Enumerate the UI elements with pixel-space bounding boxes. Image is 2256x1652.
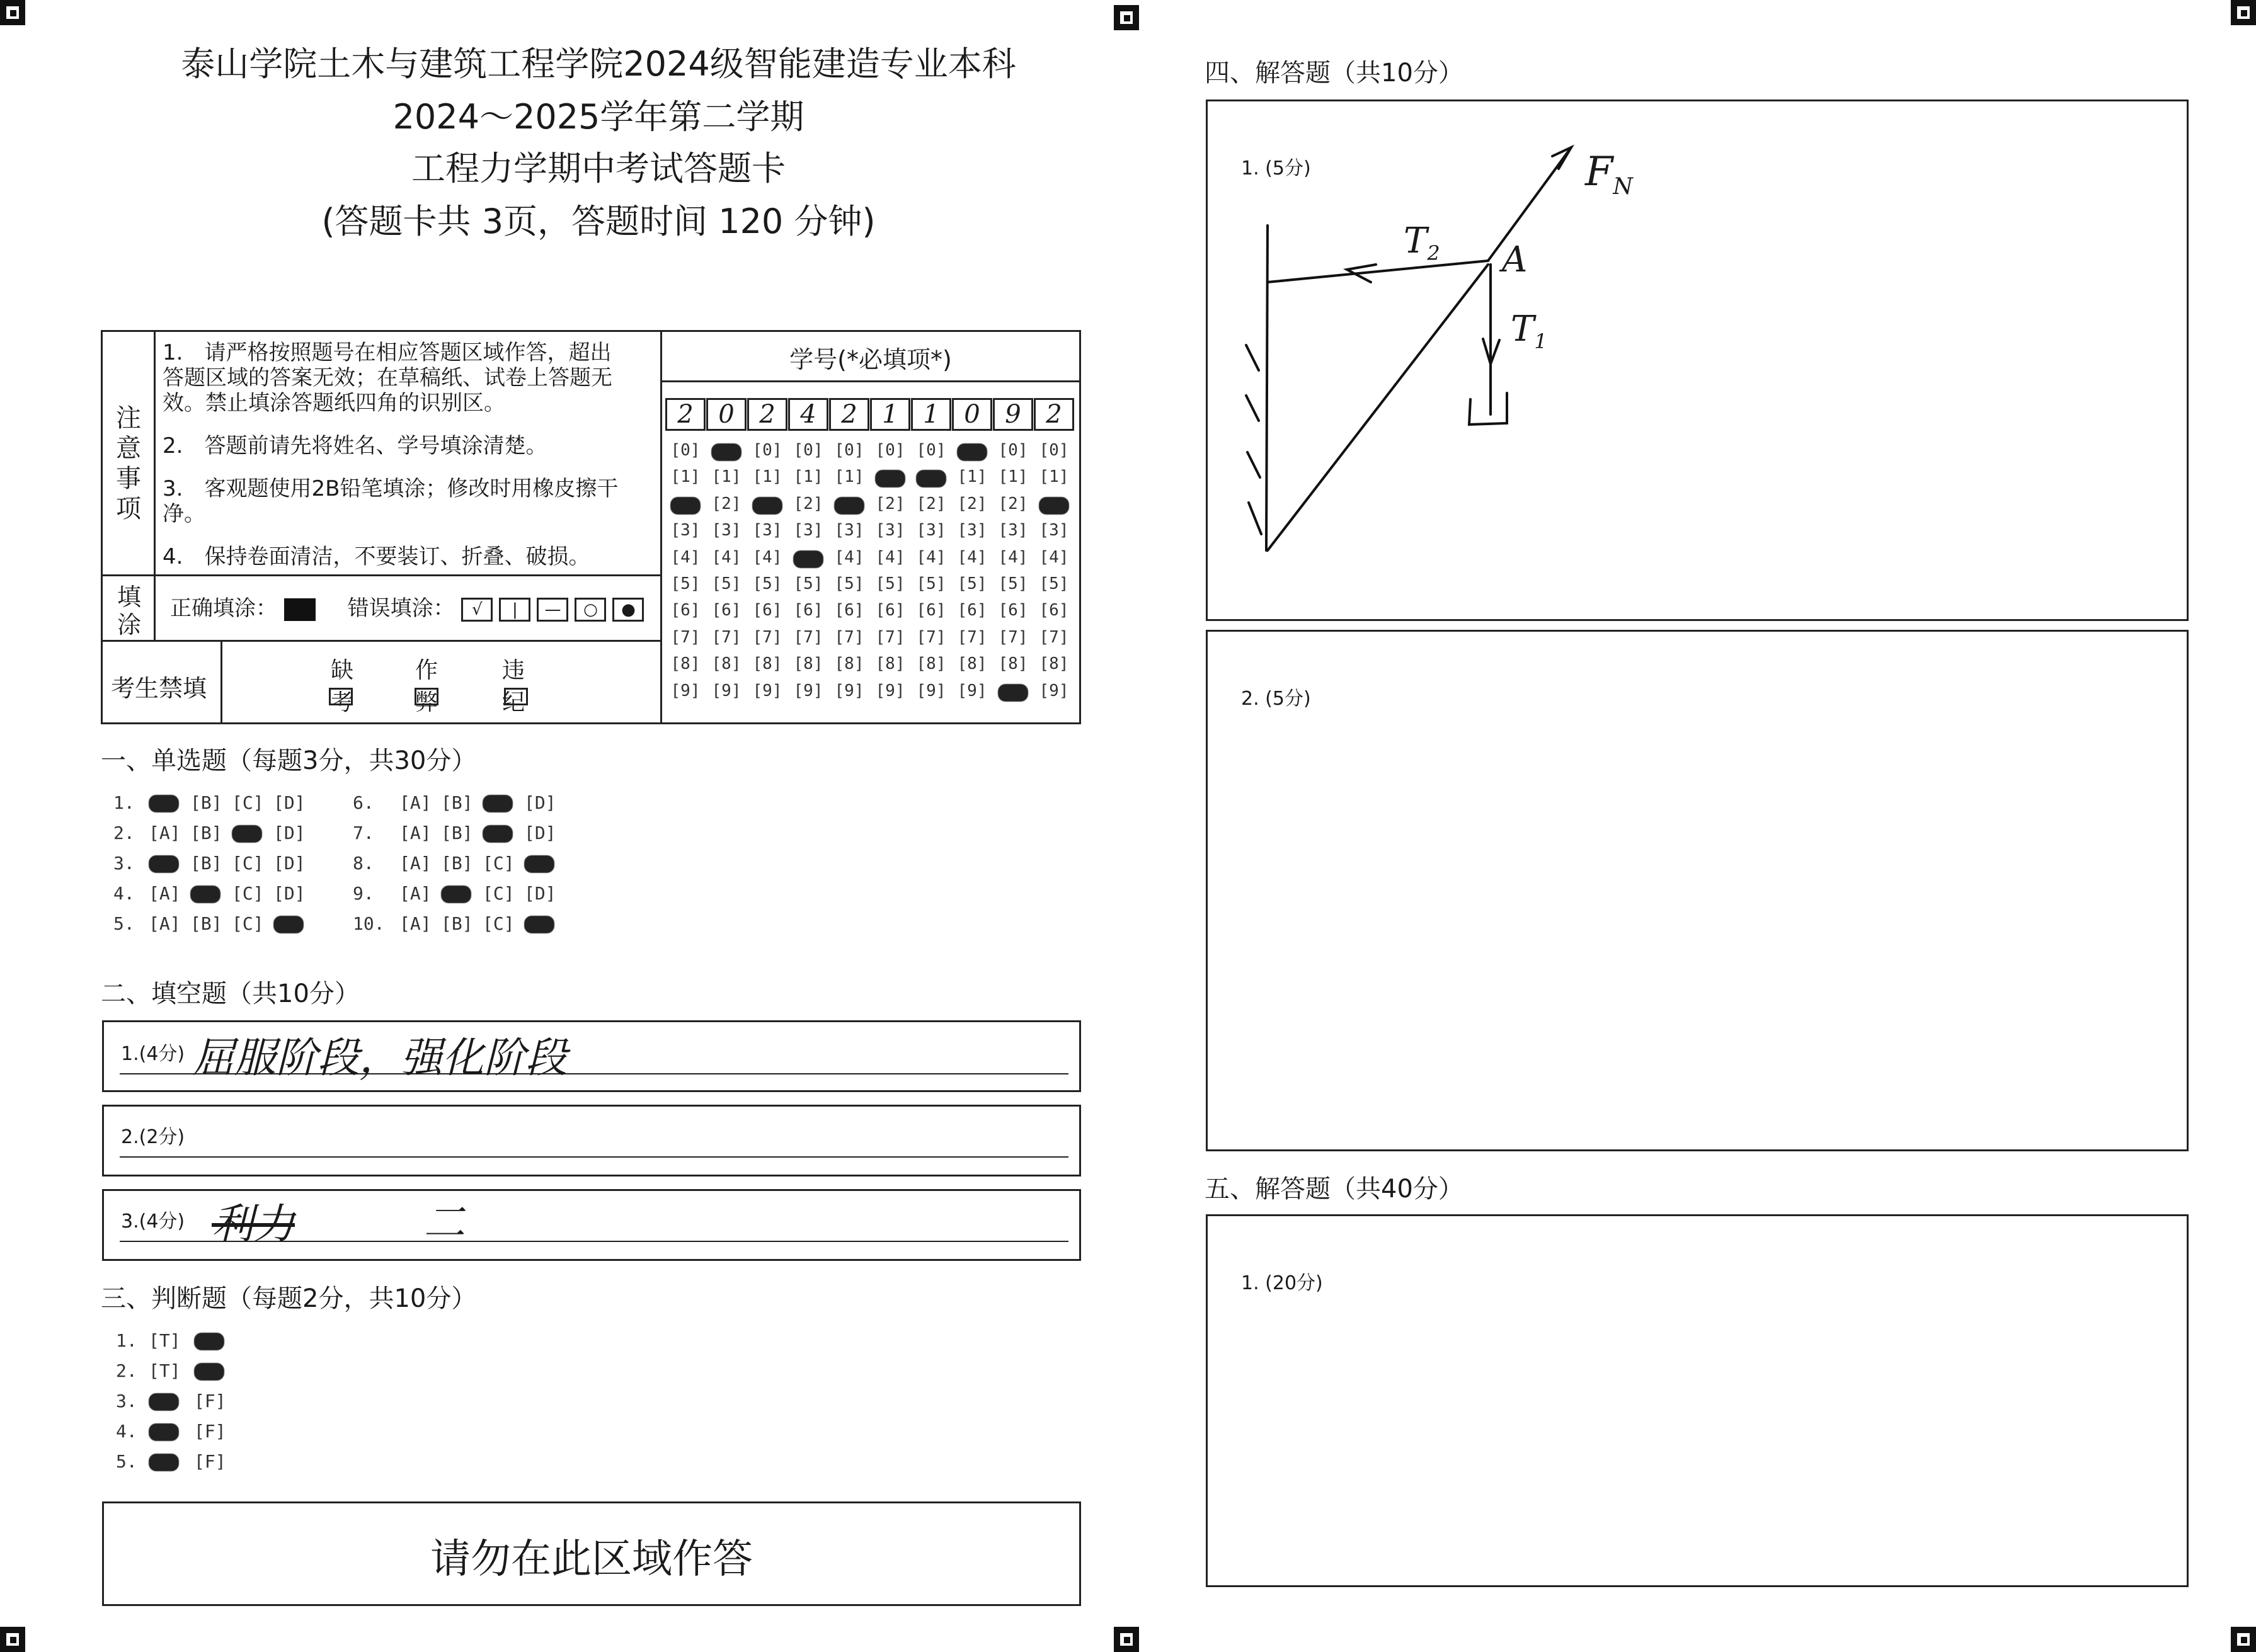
id-bubble[interactable]: [4] (957, 547, 987, 567)
option-bubble[interactable]: [D] (273, 853, 306, 874)
notice-label: 注意事项 (116, 404, 141, 523)
sketch-label-fn (1585, 149, 1633, 200)
fill-blank-q2-box[interactable] (102, 1105, 1081, 1176)
true-false-row (116, 1391, 239, 1411)
student-id-digit[interactable]: 0 (952, 398, 992, 431)
option-bubble-filled[interactable] (483, 823, 524, 843)
id-bubble[interactable]: [3] (670, 521, 701, 540)
no-answer-zone-text: 请勿在此区域作答 (430, 1536, 753, 1583)
sketch-hatch-3 (1247, 452, 1260, 477)
single-choice-row (113, 883, 315, 904)
single-choice-row (353, 853, 566, 874)
question-number: 1. (116, 1330, 137, 1351)
sketch-label-fn-main: F (1585, 149, 1613, 195)
sketch-weight-box (1469, 393, 1507, 424)
option-bubble-filled[interactable] (524, 853, 566, 874)
id-bubble[interactable]: [6] (834, 601, 864, 620)
sketch-label-a: A (1502, 239, 1528, 280)
notice-item-2: 2. 答题前请先将姓名、学号填涂清楚。 (163, 433, 547, 459)
id-bubble[interactable]: [4] (711, 547, 742, 567)
section4-q2-answer-box[interactable] (1206, 630, 2189, 1151)
forbidden-label: 考生禁填 (111, 675, 207, 702)
student-id-digit[interactable]: 4 (788, 398, 828, 431)
option-bubble-filled[interactable] (190, 883, 232, 904)
single-choice-row (113, 913, 315, 934)
id-bubble[interactable]: [1] (834, 467, 864, 487)
true-false-row (116, 1330, 239, 1351)
option-bubble[interactable]: [A] (149, 823, 181, 843)
sketch-label-t2-sub: 2 (1427, 241, 1440, 266)
id-bubble[interactable]: [4] (916, 547, 946, 567)
sketch-horizontal-rope (1268, 261, 1488, 282)
option-bubble[interactable]: [D] (524, 823, 556, 843)
header-line-2: 2024～2025学年第二学期 (392, 97, 804, 137)
sketch-hatch-1 (1246, 345, 1259, 370)
id-bubble[interactable]: [5] (793, 574, 823, 593)
id-bubble[interactable]: [9] (670, 681, 701, 700)
id-bubble[interactable]: [6] (711, 601, 742, 620)
option-bubble[interactable]: [B] (190, 853, 222, 874)
sketch-label-t1-main: T (1511, 309, 1535, 350)
option-bubble[interactable]: [B] (190, 913, 222, 934)
option-bubble-filled[interactable] (232, 823, 273, 843)
id-bubble[interactable]: [5] (670, 574, 701, 593)
option-bubble[interactable]: [A] (399, 792, 432, 813)
sketch-fn-line (1488, 147, 1571, 261)
correct-fill-label: 正确填涂： (170, 596, 277, 621)
notice-label-divider (154, 330, 156, 641)
id-bubble[interactable]: [9] (752, 681, 782, 700)
correct-fill-sample (284, 598, 316, 621)
id-bubble[interactable]: [6] (957, 601, 987, 620)
single-choice-row (353, 792, 566, 813)
absent-label: 缺考 (330, 658, 353, 715)
filled-mark (149, 795, 179, 812)
option-bubble[interactable]: [C] (232, 913, 264, 934)
option-bubble[interactable]: [T] (149, 1360, 181, 1381)
id-bubble[interactable]: [7] (1039, 627, 1069, 647)
fill-blank-q2-label: 2.(2分) (121, 1126, 185, 1148)
option-bubble-filled[interactable] (149, 853, 190, 874)
fill-example-row (170, 596, 650, 622)
id-bubble[interactable]: [5] (752, 574, 782, 593)
single-choice-row (113, 853, 315, 874)
wrong-mark-dot: ● (612, 598, 644, 622)
sketch-wall-line (1266, 225, 1268, 550)
id-bubble[interactable]: [2] (711, 494, 742, 513)
id-bubble[interactable]: [2] (793, 494, 823, 513)
id-bubble[interactable] (706, 441, 747, 460)
question-number: 9. (353, 883, 374, 904)
option-bubble-filled[interactable] (149, 1421, 194, 1442)
corner-mark-bottom-right (2231, 1627, 2256, 1652)
option-bubble[interactable]: [C] (483, 853, 515, 874)
id-bubble[interactable]: [8] (1039, 654, 1069, 674)
sketch-label-t2 (1404, 220, 1440, 265)
filled-mark (273, 916, 304, 933)
filled-mark (441, 886, 471, 903)
corner-mark-bottom-left (0, 1627, 25, 1652)
violation-checkbox[interactable] (504, 688, 528, 705)
fill-separator (101, 640, 660, 642)
student-id-digit[interactable]: 1 (911, 398, 951, 431)
id-bubble[interactable]: [3] (711, 521, 742, 540)
id-bubble[interactable]: [1] (793, 467, 823, 487)
option-bubble[interactable]: [C] (232, 792, 264, 813)
option-bubble-filled[interactable] (524, 913, 566, 934)
id-bubble[interactable]: [5] (957, 574, 987, 593)
option-bubble[interactable]: [B] (441, 792, 473, 813)
student-id-digit[interactable]: 2 (1034, 398, 1074, 431)
id-bubble[interactable]: [9] (875, 681, 905, 700)
id-bubble[interactable]: [5] (711, 574, 742, 593)
fill-blank-q3-label: 3.(4分) (121, 1211, 185, 1233)
id-bubble[interactable]: [6] (998, 601, 1028, 620)
option-bubble-filled[interactable] (483, 792, 524, 813)
id-bubble[interactable] (870, 467, 910, 486)
filled-mark (149, 1454, 179, 1471)
id-bubble[interactable]: [9] (793, 681, 823, 700)
id-bubble[interactable] (829, 494, 869, 513)
id-bubble[interactable]: [1] (711, 467, 742, 487)
id-bubble[interactable]: [2] (998, 494, 1028, 513)
id-bubble[interactable]: [9] (957, 681, 987, 700)
id-bubble[interactable]: [3] (1039, 521, 1069, 540)
id-bubble[interactable]: [7] (957, 627, 987, 647)
id-bubble[interactable]: [6] (1039, 601, 1069, 620)
id-bubble[interactable]: [2] (916, 494, 946, 513)
id-bubble[interactable]: [8] (916, 654, 946, 674)
section5-title: 五、解答题（共40分） (1205, 1175, 1463, 1204)
sketch-label-t2-main: T (1404, 220, 1428, 261)
option-bubble[interactable]: [F] (194, 1391, 226, 1411)
id-bubble[interactable]: [3] (916, 521, 946, 540)
id-bubble[interactable] (1034, 494, 1074, 513)
section2-title: 二、填空题（共10分） (101, 979, 360, 1008)
sketch-fn-arrowhead (1552, 147, 1571, 169)
id-bubble[interactable]: [8] (998, 654, 1028, 674)
student-id-digit[interactable]: 2 (747, 398, 787, 431)
question-number: 2. (116, 1360, 137, 1381)
option-bubble[interactable]: [D] (524, 883, 556, 904)
sketch-label-t1 (1511, 309, 1547, 353)
id-bubble[interactable]: [4] (670, 547, 701, 567)
option-bubble[interactable]: [A] (399, 913, 432, 934)
student-id-digit[interactable]: 9 (993, 398, 1033, 431)
section4-title: 四、解答题（共10分） (1205, 59, 1463, 88)
option-bubble[interactable]: [A] (399, 823, 432, 843)
student-id-digit[interactable]: 1 (870, 398, 910, 431)
single-choice-row (353, 913, 566, 934)
fill-blank-q1-label: 1.(4分) (121, 1043, 185, 1065)
id-bubble[interactable]: [6] (916, 601, 946, 620)
id-bubble[interactable]: [5] (1039, 574, 1069, 593)
section4-q2-label: 2. (5分) (1241, 688, 1311, 710)
id-bubble[interactable]: [0] (1039, 441, 1069, 460)
single-choice-row (113, 823, 315, 843)
option-bubble[interactable]: [B] (190, 823, 222, 843)
single-choice-row (113, 792, 315, 813)
id-bubble[interactable]: [1] (957, 467, 987, 487)
filled-mark (232, 825, 262, 843)
id-bubble[interactable]: [3] (752, 521, 782, 540)
header-line-3: 工程力学期中考试答题卡 (411, 149, 786, 188)
id-bubble[interactable]: [4] (998, 547, 1028, 567)
violation-label: 违纪 (501, 658, 525, 715)
option-bubble[interactable]: [F] (194, 1451, 226, 1472)
option-bubble[interactable]: [C] (483, 883, 515, 904)
filled-mark (483, 825, 513, 843)
id-bubble[interactable]: [7] (711, 627, 742, 647)
sketch-hatch-4 (1249, 503, 1261, 534)
cheating-checkbox[interactable] (415, 688, 438, 705)
id-bubble[interactable] (788, 548, 828, 567)
sketch-strut (1268, 265, 1488, 550)
id-bubble[interactable]: [7] (875, 627, 905, 647)
option-bubble-filled[interactable] (149, 1391, 194, 1411)
id-bubble[interactable]: [4] (1039, 547, 1069, 567)
option-bubble[interactable]: [B] (441, 823, 473, 843)
fill-blank-q3-struck-answer: 利力 (212, 1200, 295, 1248)
question-number: 2. (113, 823, 135, 843)
id-bubble[interactable]: [2] (957, 494, 987, 513)
section3-title: 三、判断题（每题2分，共10分） (101, 1284, 477, 1313)
id-bubble[interactable]: [1] (998, 467, 1028, 487)
id-bubble[interactable]: [5] (998, 574, 1028, 593)
question-number: 5. (113, 913, 135, 934)
fill-blank-q3-answer: 二 (423, 1199, 465, 1247)
id-bubble[interactable]: [7] (998, 627, 1028, 647)
id-bubble[interactable]: [8] (670, 654, 701, 674)
free-body-sketch (1206, 100, 2189, 621)
sketch-hatch-2 (1246, 396, 1259, 421)
id-bubble[interactable]: [4] (752, 547, 782, 567)
id-bubble[interactable] (747, 494, 787, 513)
option-bubble[interactable]: [A] (399, 883, 432, 904)
question-number: 8. (353, 853, 374, 874)
question-number: 1. (113, 792, 135, 813)
id-bubble[interactable]: [0] (793, 441, 823, 460)
option-bubble[interactable]: [B] (190, 792, 222, 813)
question-number: 3. (116, 1391, 137, 1411)
option-bubble-filled[interactable] (441, 883, 483, 904)
question-number: 6. (353, 792, 374, 813)
option-bubble[interactable]: [A] (149, 913, 181, 934)
id-bubble[interactable]: [0] (834, 441, 864, 460)
cheating-label: 作弊 (415, 658, 438, 715)
sketch-label-fn-sub: N (1613, 173, 1633, 200)
id-bubble[interactable]: [0] (875, 441, 905, 460)
id-bubble[interactable] (952, 441, 992, 460)
id-bubble[interactable]: [8] (834, 654, 864, 674)
question-number: 5. (116, 1451, 137, 1472)
id-bubble[interactable]: [2] (875, 494, 905, 513)
corner-mark-top-left (0, 0, 25, 25)
id-bubble[interactable]: [8] (793, 654, 823, 674)
corner-mark-top-right (2231, 0, 2256, 25)
student-id-digit[interactable]: 2 (665, 398, 706, 431)
filled-mark (149, 855, 179, 873)
id-bubble[interactable]: [1] (752, 467, 782, 487)
option-bubble-filled[interactable] (194, 1330, 239, 1351)
id-bubble[interactable]: [4] (834, 547, 864, 567)
id-bubble[interactable]: [6] (793, 601, 823, 620)
id-bubble[interactable]: [8] (875, 654, 905, 674)
filled-mark (524, 855, 554, 873)
filled-mark (149, 1423, 179, 1441)
single-choice-row (353, 883, 566, 904)
option-bubble[interactable]: [C] (483, 913, 515, 934)
filled-mark (194, 1333, 224, 1350)
option-bubble[interactable]: [D] (524, 792, 556, 813)
id-bubble[interactable]: [5] (875, 574, 905, 593)
option-bubble-filled[interactable] (273, 913, 315, 934)
id-bubble[interactable]: [7] (834, 627, 864, 647)
id-bubble[interactable]: [9] (1039, 681, 1069, 700)
wrong-mark-dash: — (537, 598, 568, 622)
true-false-row (116, 1360, 239, 1381)
section1-title: 一、单选题（每题3分，共30分） (101, 746, 477, 775)
filled-mark (149, 1393, 179, 1411)
header-line-4: (答题卡共 3页，答题时间 120 分钟) (321, 202, 876, 241)
id-bubble[interactable]: [9] (711, 681, 742, 700)
option-bubble[interactable]: [T] (149, 1330, 181, 1351)
notice-item-4: 4. 保持卷面清洁，不要装订、折叠、破损。 (163, 544, 590, 569)
option-bubble[interactable]: [A] (399, 853, 432, 874)
section5-q1-answer-box[interactable] (1206, 1214, 2189, 1587)
id-bubble[interactable]: [7] (793, 627, 823, 647)
corner-mark-top-center (1114, 5, 1139, 30)
option-bubble-filled[interactable] (149, 1451, 194, 1472)
wrong-mark-bar: | (499, 598, 530, 622)
single-choice-row (353, 823, 566, 843)
section5-q1-label: 1. (20分) (1241, 1272, 1323, 1294)
question-number: 4. (116, 1421, 137, 1442)
student-id-digit[interactable]: 0 (706, 398, 747, 431)
student-id-label: 学号(*必填项*) (789, 346, 952, 373)
id-bubble[interactable]: [3] (998, 521, 1028, 540)
wrong-mark-circle: ○ (575, 598, 606, 622)
question-number: 3. (113, 853, 135, 874)
notice-item-1: 1. 请严格按照题号在相应答题区域作答，超出答题区域的答案无效；在草稿纸、试卷上答题无效。禁止填涂答题纸四角的识别区。 (163, 340, 612, 416)
true-false-row (116, 1451, 239, 1472)
id-bubble[interactable]: [3] (834, 521, 864, 540)
id-bubble[interactable]: [9] (916, 681, 946, 700)
question-number: 10. (353, 913, 385, 934)
id-bubble[interactable]: [8] (711, 654, 742, 674)
info-divider (660, 330, 662, 724)
wrong-fill-label: 错误填涂： (347, 596, 455, 621)
absent-checkbox[interactable] (329, 688, 353, 705)
id-bubble[interactable]: [0] (752, 441, 782, 460)
option-bubble[interactable]: [C] (232, 853, 264, 874)
section4-q1-label: 1. (5分) (1241, 157, 1311, 179)
corner-mark-bottom-center (1114, 1627, 1139, 1652)
notice-separator (101, 574, 660, 576)
fill-blank-q1-answer: 屈服阶段，强化阶段 (193, 1034, 567, 1082)
id-bubble[interactable]: [4] (875, 547, 905, 567)
wrong-mark-check: √ (461, 598, 493, 622)
id-bubble[interactable]: [8] (957, 654, 987, 674)
option-bubble[interactable]: [D] (273, 883, 306, 904)
notice-item-3: 3. 客观题使用2B铅笔填涂；修改时用橡皮擦干净。 (163, 476, 619, 527)
id-bubble[interactable]: [7] (916, 627, 946, 647)
filled-mark (483, 795, 513, 812)
forbidden-divider (220, 640, 222, 724)
option-bubble[interactable]: [C] (232, 883, 264, 904)
fill-label: 填涂 (117, 583, 141, 639)
id-label-separator (660, 380, 1081, 382)
option-bubble[interactable]: [B] (441, 853, 473, 874)
question-number: 7. (353, 823, 374, 843)
id-bubble[interactable]: [3] (875, 521, 905, 540)
id-bubble[interactable] (665, 494, 706, 513)
option-bubble[interactable]: [D] (273, 823, 306, 843)
option-bubble[interactable]: [B] (441, 913, 473, 934)
id-bubble[interactable]: [0] (916, 441, 946, 460)
option-bubble[interactable]: [D] (273, 792, 306, 813)
sketch-label-t1-sub: 1 (1534, 329, 1547, 354)
id-bubble[interactable]: [8] (752, 654, 782, 674)
id-bubble[interactable]: [1] (670, 467, 701, 487)
filled-mark (190, 886, 220, 903)
student-id-digit[interactable]: 2 (829, 398, 869, 431)
id-bubble[interactable] (993, 681, 1033, 700)
id-bubble[interactable]: [3] (957, 521, 987, 540)
filled-mark (194, 1363, 224, 1381)
option-bubble-filled[interactable] (194, 1360, 239, 1381)
id-bubble[interactable]: [9] (834, 681, 864, 700)
option-bubble[interactable]: [F] (194, 1421, 226, 1442)
id-bubble[interactable]: [3] (793, 521, 823, 540)
id-bubble[interactable]: [6] (670, 601, 701, 620)
id-bubble[interactable]: [7] (670, 627, 701, 647)
id-bubble[interactable]: [1] (1039, 467, 1069, 487)
id-bubble[interactable]: [6] (752, 601, 782, 620)
id-bubble[interactable] (911, 467, 951, 486)
option-bubble-filled[interactable] (149, 792, 190, 813)
filled-mark (524, 916, 554, 933)
id-bubble[interactable]: [0] (998, 441, 1028, 460)
true-false-row (116, 1421, 239, 1442)
q2-underline (120, 1156, 1068, 1158)
option-bubble[interactable]: [A] (149, 883, 181, 904)
id-bubble[interactable]: [5] (916, 574, 946, 593)
header-line-1: 泰山学院土木与建筑工程学院2024级智能建造专业本科 (181, 44, 1016, 84)
question-number: 4. (113, 883, 135, 904)
id-bubble[interactable]: [6] (875, 601, 905, 620)
id-bubble[interactable]: [5] (834, 574, 864, 593)
id-bubble[interactable]: [0] (670, 441, 701, 460)
id-bubble[interactable]: [7] (752, 627, 782, 647)
